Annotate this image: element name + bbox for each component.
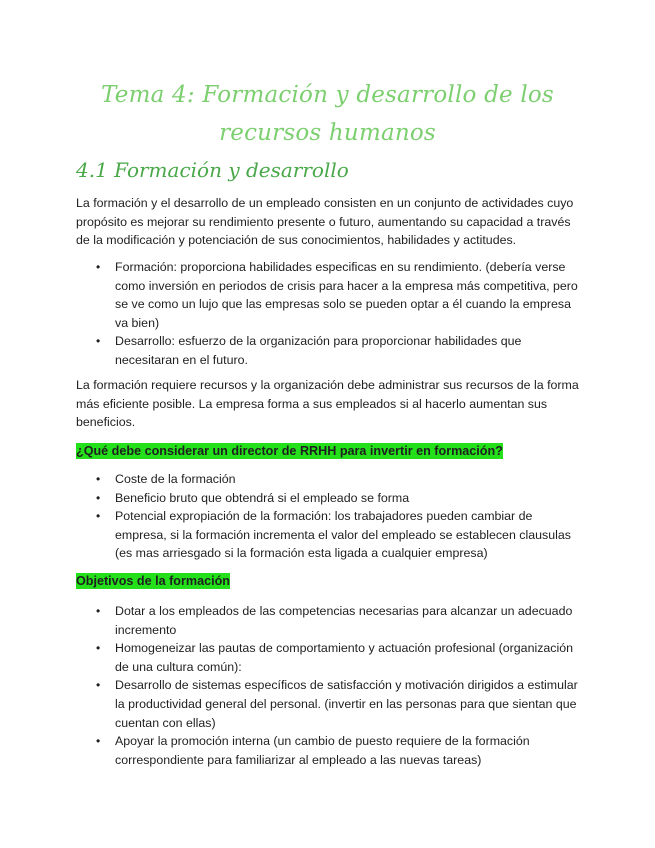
bullet-icon: • (96, 490, 101, 505)
list-item-text: Coste de la formación (115, 472, 236, 486)
highlighted-question-text: ¿Qué debe considerar un director de RRHH para invertir en formación? (76, 444, 503, 458)
list-item (96, 732, 582, 769)
bullet-icon: • (96, 678, 101, 693)
list-item (96, 332, 582, 369)
list-item (96, 676, 582, 732)
definitions-list (96, 258, 582, 370)
list-item-text: Potencial expropiación de la formación: los trabajadores pueden cambiar de empresa, si la formación incrementa el valor del empleado se establecen clausulas (es mas arriesgado si la formación esta ligada a cualquier empresa) (115, 509, 571, 561)
bullet-icon: • (96, 260, 101, 274)
list-item (96, 507, 582, 563)
bullet-icon: • (96, 604, 101, 618)
bullet-icon: • (96, 472, 101, 486)
bullet-icon: • (96, 334, 101, 349)
list-item-text: Dotar a los empleados de las competencias necesarias para alcanzar un adecuado incremento (115, 604, 573, 637)
highlighted-objectives-text: Objetivos de la formación (76, 574, 230, 588)
list-item-text: Desarrollo de sistemas específicos de satisfacción y motivación dirigidos a estimular la productividad general del personal. (invertir en las personas para que sientan que cuentan con ellas) (115, 678, 578, 730)
section-heading: 4.1 Formación y desarrollo (76, 158, 349, 182)
document-title: Tema 4: Formación y desarrollo de los recursos humanos (101, 82, 554, 146)
objectives-list (96, 602, 582, 769)
list-item-text: Homogeneizar las pautas de comportamiento y actuación profesional (organización de una cultura común): (115, 641, 574, 674)
bullet-icon: • (96, 641, 101, 656)
list-item-text: Beneficio bruto que obtendrá si el empleado se forma (115, 490, 410, 505)
list-item (96, 602, 582, 639)
list-item (96, 470, 582, 489)
bullet-icon: • (96, 734, 101, 749)
considerations-list (96, 470, 582, 563)
resources-paragraph: La formación requiere recursos y la organización debe administrar sus recursos de la forma más eficiente posible. La empresa forma a sus empleados si al hacerlo aumentan sus beneficios. (76, 378, 579, 430)
list-item-text: Desarrollo: esfuerzo de la organización para proporcionar habilidades que necesitaran en el futuro. (115, 334, 522, 367)
list-item (96, 258, 582, 332)
list-item (96, 489, 582, 508)
highlighted-question (76, 442, 503, 460)
intro-paragraph: La formación y el desarrollo de un empleado consisten en un conjunto de actividades cuyo propósito es mejorar su rendimiento presente o futuro, aumentando su capacidad a través de la modificación y potenciación de sus conocimientos, habilidades y actitudes. (76, 196, 574, 248)
list-item-text: Apoyar la promoción interna (un cambio de puesto requiere de la formación correspondiente para familiarizar al empleado a las nuevas tareas) (115, 734, 530, 767)
highlighted-objectives-heading (76, 572, 230, 590)
list-item (96, 639, 582, 676)
list-item-text: Formación: proporciona habilidades especificas en su rendimiento. (debería verse como inversión en periodos de crisis para hacer a la empresa más competitiva, pero se ve como un lujo que las empresas solo se pueden optar a él cuando la empresa va bien) (115, 260, 578, 330)
bullet-icon: • (96, 509, 101, 524)
